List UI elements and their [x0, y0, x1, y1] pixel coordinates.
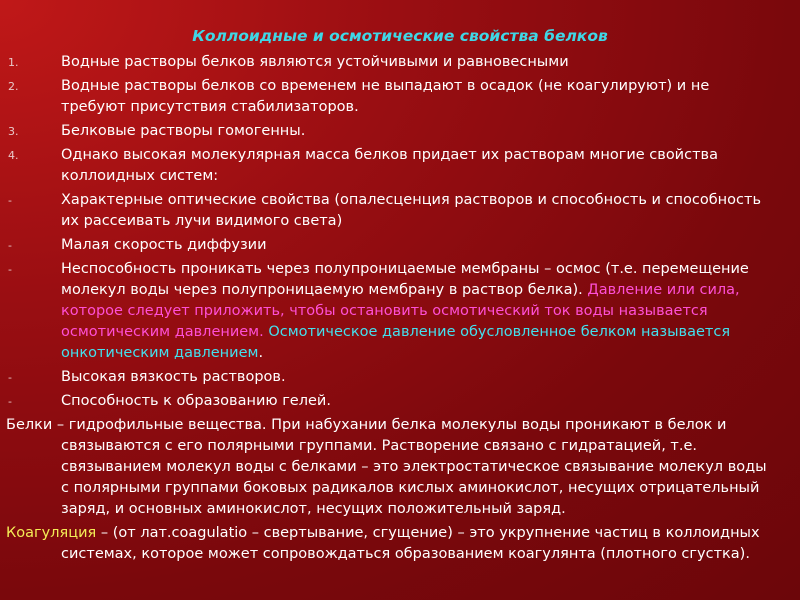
list-marker: -: [8, 395, 12, 408]
list-item: [0, 190, 800, 232]
list-marker: -: [8, 263, 12, 276]
list-item-text: Белковые растворы гомогенны.: [61, 123, 306, 139]
list-item-text: Однако высокая молекулярная масса белков придает их растворам многие свойства коллоидных систем:: [61, 147, 718, 184]
list-marker: -: [8, 239, 12, 252]
osmotic-pressure-definition: Давление или сила, которое следует приложить, чтобы остановить осмотический ток воды называется осмотическим давлением.: [61, 282, 740, 340]
list-item: [0, 367, 800, 388]
coagulation-paragraph: [0, 523, 800, 565]
oncotic-pressure-definition: Осмотическое давление обусловленное белком называется онкотическим давлением: [61, 324, 731, 361]
list-item: [0, 235, 800, 256]
list-marker: 2.: [8, 80, 19, 93]
list-item-text: Водные растворы белков со временем не выпадают в осадок (не коагулируют) и не требуют присутствия стабилизаторов.: [61, 78, 710, 115]
list-item-text: Способность к образованию гелей.: [61, 393, 331, 409]
list-marker: -: [8, 194, 12, 207]
list-item: [0, 145, 800, 187]
list-marker: 1.: [8, 56, 19, 69]
list-item-osmosis: [0, 259, 800, 364]
list-item: [0, 52, 800, 73]
list-item-text: Водные растворы белков являются устойчивыми и равновесными: [61, 54, 569, 70]
slide-content: [0, 52, 800, 568]
coagulation-term: Коагуляция: [6, 525, 97, 541]
slide-title: Коллоидные и осмотические свойства белков: [192, 27, 608, 45]
osmosis-text: Неспособность проникать через полупроницаемые мембраны – осмос (т.е. перемещение молекул воды через полупроницаемую мембрану в раствор белка).: [61, 261, 749, 298]
list-marker: -: [8, 371, 12, 384]
coagulation-text: – (от лат.coagulatio – свертывание, сгущение) – это укрупнение частиц в коллоидных системах, которое может сопровождаться образованием коагулянта (плотного сгустка).: [61, 525, 760, 562]
osmosis-text-end: .: [258, 345, 264, 361]
proteins-paragraph: Белки – гидрофильные вещества. При набухании белка молекулы воды проникают в белок и связываются с его полярными группами. Растворение связано с гидратацией, т.е. связыванием молекул воды с белками – это электростатическое связывание молекул воды с полярными группами боковых радикалов кислых аминокислот, несущих отрицательный заряд, и основных аминокислот, несущих положительный заряд.: [6, 417, 767, 517]
list-marker: 4.: [8, 149, 19, 162]
list-item-text: Малая скорость диффузии: [61, 237, 267, 253]
list-item: [0, 121, 800, 142]
list-marker: 3.: [8, 125, 19, 138]
list-item: [0, 391, 800, 412]
list-item-text: [0, 259, 800, 364]
list-item: [0, 76, 800, 118]
list-item-text: Характерные оптические свойства (опалесценция растворов и способность и способность их рассеивать лучи видимого света): [61, 192, 761, 229]
list-item-text: Высокая вязкость растворов.: [61, 369, 286, 385]
